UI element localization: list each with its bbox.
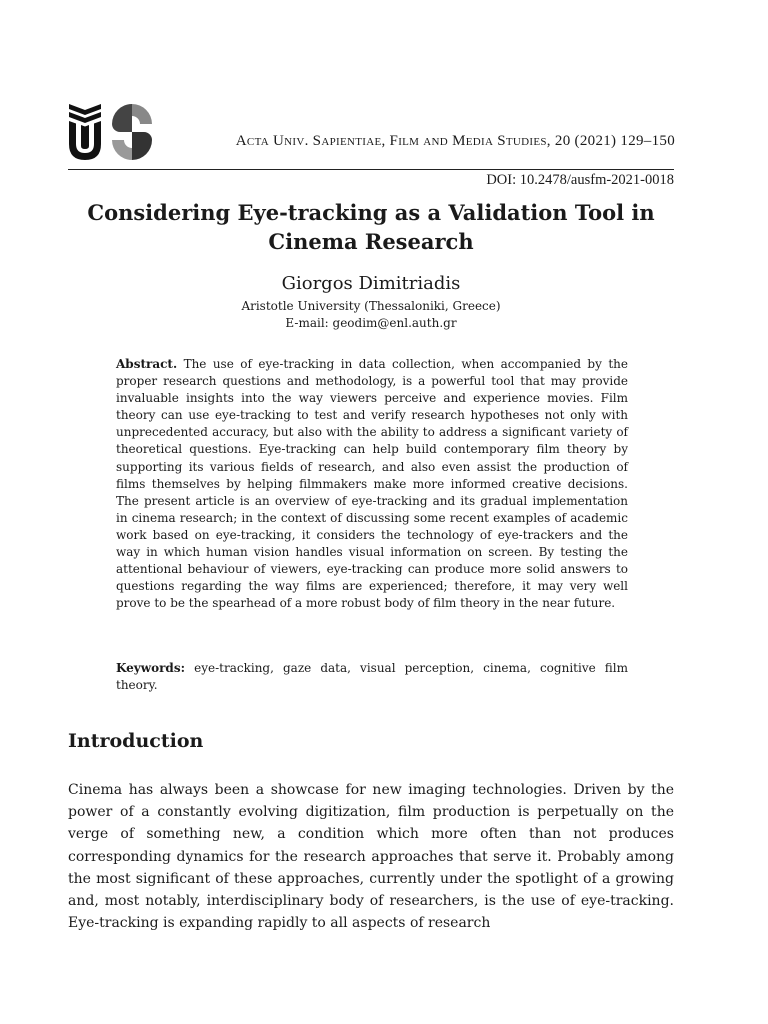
s-emblem-icon	[112, 104, 152, 160]
keywords-label: Keywords:	[116, 661, 186, 675]
author-name: Giorgos Dimitriadis	[281, 273, 461, 294]
article-title: Considering Eye-tracking as a Validation Tool in Cinema Research	[87, 200, 655, 254]
emblem-icon	[69, 104, 101, 160]
abstract-label: Abstract.	[116, 357, 178, 371]
keywords	[116, 660, 628, 694]
author-affiliation: Aristotle University (Thessaloniki, Greece)	[241, 299, 501, 313]
journal-citation: Acta Univ. Sapientiae, Film and Media Studies, 20 (2021) 129–150	[235, 133, 675, 149]
body-paragraph: Cinema has always been a showcase for new imaging technologies. Driven by the power of a constantly evolving digitization, film production is perpetually on the verge of something new, a condition which more often than not produces corresponding dynamics for the research approaches that serve it. Probably among the most significant of these approaches, currently under the spotlight of a growing and, most notably, interdisciplinary body of researchers, is the use of eye-tracking. Eye-tracking is expanding rapidly to all aspects of research	[68, 782, 674, 932]
section-heading: Introduction	[68, 730, 204, 752]
keywords-text: eye-tracking, gaze data, visual perception, cinema, cognitive film theory.	[116, 661, 628, 693]
doi: DOI: 10.2478/ausfm-2021-0018	[486, 172, 674, 188]
author-email: E-mail: geodim@enl.auth.gr	[285, 316, 457, 330]
university-logo	[68, 102, 156, 162]
header-rule	[68, 169, 674, 170]
abstract	[116, 356, 628, 612]
abstract-text: The use of eye-tracking in data collection, when accompanied by the proper research questions and methodology, is a powerful tool that may provide invaluable insights into the way viewers perceive and experience movies. Film theory can use eye-tracking to test and verify research hypotheses not only with unprecedented accuracy, but also with the ability to address a significant variety of theoretical questions. Eye-tracking can help build contemporary film theory by supporting its various fields of research, and also even assist the production of films themselves by helping filmmakers make more informed creative decisions. The present article is an overview of eye-tracking and its gradual implementation in cinema research; in the context of discussing some recent examples of academic work based on eye-tracking, it considers the technology of eye-trackers and the way in which human vision handles visual information on screen. By testing the attentional behaviour of viewers, eye-tracking can produce more solid answers to questions regarding the way films are experienced; therefore, it may very well prove to be the spearhead of a more robust body of film theory in the near future.	[116, 357, 628, 611]
